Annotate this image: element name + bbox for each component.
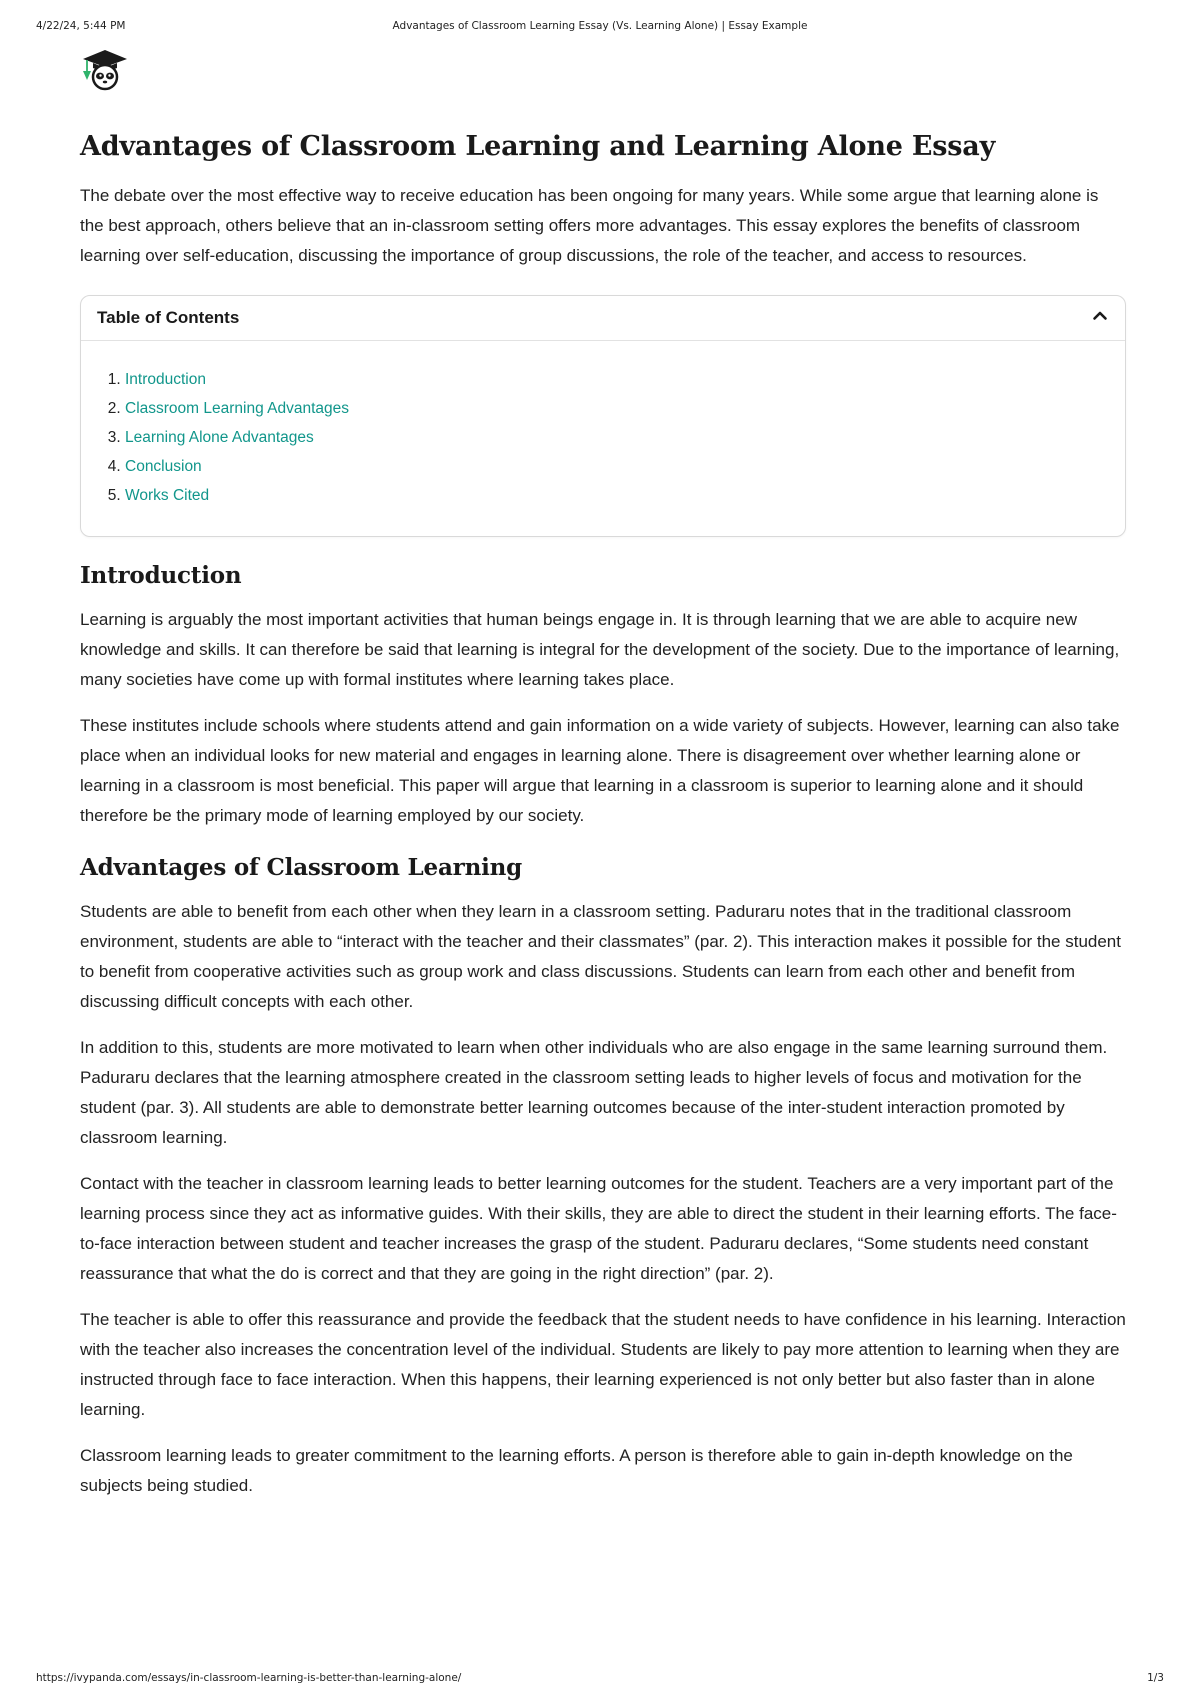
toc-item xyxy=(125,423,1109,452)
section-heading-classroom-advantages: Advantages of Classroom Learning xyxy=(80,854,523,881)
toc-list xyxy=(107,365,1109,510)
article xyxy=(80,124,1126,1517)
graduation-panda-logo-icon[interactable] xyxy=(80,48,130,92)
toc-body xyxy=(81,341,1125,536)
toc-header[interactable] xyxy=(81,296,1125,341)
paragraph: Classroom learning leads to greater commitment to the learning efforts. A person is therefore able to gain in-depth knowledge on the subjects being studied. xyxy=(80,1446,1073,1495)
paragraph: Learning is arguably the most important activities that human beings engage in. It is through learning that we are able to acquire new knowledge and skills. It can therefore be said that learning is integral for the development of the society. Due to the importance of learning, many societies have come up with formal institutes where learning takes place. xyxy=(80,610,1120,689)
paragraph: The teacher is able to offer this reassurance and provide the feedback that the student needs to have confidence in his learning. Interaction with the teacher also increases the concentration level of the individual. Students are likely to pay more attention to learning when they are instructed through face to face interaction. When this happens, their learning experienced is not only better but also faster than in alone learning. xyxy=(80,1310,1126,1419)
print-header xyxy=(36,20,1164,34)
toc-item xyxy=(125,481,1109,510)
section-heading-introduction: Introduction xyxy=(80,562,242,589)
toc-link-classroom-learning-advantages[interactable]: Classroom Learning Advantages xyxy=(125,400,350,417)
paragraph: In addition to this, students are more motivated to learn when other individuals who are also engage in the same learning surround them. Paduraru declares that the learning atmosphere created in the classroom setting leads to higher levels of focus and motivation for the student (par. 3). All students are able to demonstrate better learning outcomes because of the inter-student interaction promoted by classroom learning. xyxy=(80,1038,1108,1147)
print-datetime: 4/22/24, 5:44 PM xyxy=(36,20,126,32)
print-url[interactable]: https://ivypanda.com/essays/in-classroom-learning-is-better-than-learning-alone/ xyxy=(36,1672,462,1684)
toc-item xyxy=(125,452,1109,481)
paragraph: Contact with the teacher in classroom learning leads to better learning outcomes for the student. Teachers are a very important part of the learning process since they act as informative guides. With their skills, they are able to direct the student in their learning efforts. The face-to-face interaction between student and teacher increases the grasp of the student. Paduraru declares, “Some students need constant reassurance that what the do is correct and that they are going in the right direction” (par. 2). xyxy=(80,1174,1117,1283)
paragraph: These institutes include schools where students attend and gain information on a wide variety of subjects. However, learning can also take place when an individual looks for new material and engages in learning alone. There is disagreement over whether learning alone or learning in a classroom is most beneficial. This paper will argue that learning in a classroom is superior to learning alone and it should therefore be the primary mode of learning employed by our society. xyxy=(80,716,1120,825)
toc-link-works-cited[interactable]: Works Cited xyxy=(125,487,210,504)
toc-item xyxy=(125,365,1109,394)
page-number: 1/3 xyxy=(1147,1672,1164,1684)
toc-link-learning-alone-advantages[interactable]: Learning Alone Advantages xyxy=(125,429,314,446)
toc-link-introduction[interactable]: Introduction xyxy=(125,371,206,388)
toc-title: Table of Contents xyxy=(97,308,240,327)
paragraph: Students are able to benefit from each other when they learn in a classroom setting. Paduraru notes that in the traditional classroom environment, students are able to “interact with the teacher and their classmates” (par. 2). This interaction makes it possible for the student to benefit from cooperative activities such as group work and class discussions. Students can learn from each other and benefit from discussing difficult concepts with each other. xyxy=(80,902,1121,1011)
toc-item xyxy=(125,394,1109,423)
chevron-up-icon[interactable] xyxy=(1091,307,1109,330)
print-footer xyxy=(36,1672,1164,1686)
toc-link-conclusion[interactable]: Conclusion xyxy=(125,458,202,475)
table-of-contents xyxy=(80,295,1126,537)
article-title: Advantages of Classroom Learning and Learning Alone Essay xyxy=(80,131,996,162)
print-page-title: Advantages of Classroom Learning Essay (Vs. Learning Alone) | Essay Example xyxy=(392,20,808,32)
article-intro: The debate over the most effective way to receive education has been ongoing for many years. While some argue that learning alone is the best approach, others believe that an in-classroom setting offers more advantages. This essay explores the benefits of classroom learning over self-education, discussing the importance of group discussions, the role of the teacher, and access to resources. xyxy=(80,186,1099,265)
